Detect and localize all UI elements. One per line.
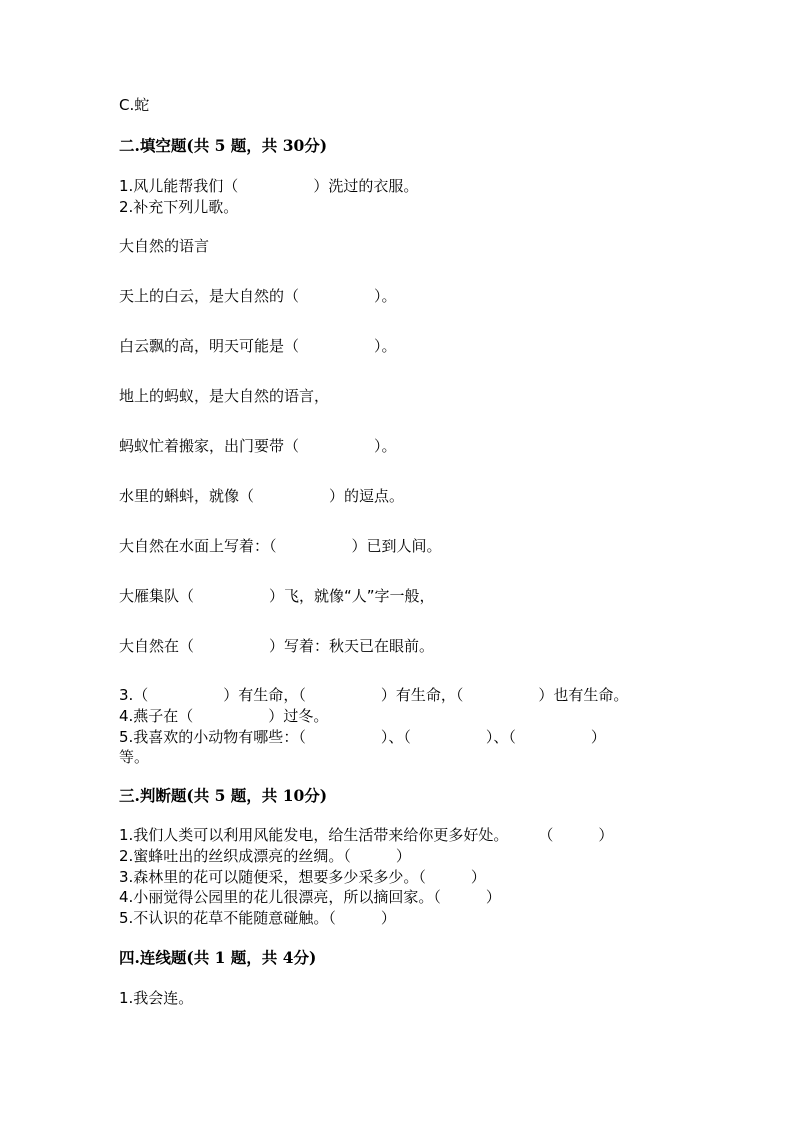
judge-question-1: 1.我们人类可以利用风能发电，给生活带来给你更多好处。 （ ）: [119, 826, 614, 844]
poem-line: 蚂蚁忙着搬家，出门要带（ ）。: [119, 437, 397, 455]
judge-question-2: 2.蜜蜂吐出的丝织成漂亮的丝绸。（ ）: [119, 847, 411, 865]
poem-line: 大自然在（ ）写着：秋天已在眼前。: [119, 637, 435, 655]
poem-line: 地上的蚂蚁，是大自然的语言，: [119, 387, 330, 405]
fill-question-5: 5.我喜欢的小动物有哪些：（ ）、（ ）、（ ）: [119, 728, 606, 746]
poem-title: 大自然的语言: [119, 237, 210, 255]
judge-question-4: 4.小丽觉得公园里的花儿很漂亮，所以摘回家。（ ）: [119, 888, 501, 906]
judge-question-3: 3.森林里的花可以随便采，想要多少采多少。（ ）: [119, 868, 486, 886]
poem-line: 大自然在水面上写着：（ ）已到人间。: [119, 537, 442, 555]
fill-question-5-continued: 等。: [119, 748, 150, 766]
section-3-heading: 三.判断题(共 5 题，共 10分): [119, 786, 328, 805]
fill-question-4: 4.燕子在（ ）过冬。: [119, 707, 329, 725]
poem-line: 水里的蝌蚪，就像（ ）的逗点。: [119, 487, 405, 505]
match-question-1: 1.我会连。: [119, 989, 194, 1007]
fill-question-1: 1.风儿能帮我们（ ）洗过的衣服。: [119, 177, 419, 195]
fill-question-2: 2.补充下列儿歌。: [119, 198, 239, 216]
section-2-heading: 二.填空题(共 5 题，共 30分): [119, 136, 328, 155]
poem-line: 白云飘的高，明天可能是（ ）。: [119, 337, 397, 355]
option-c: C.蛇: [119, 96, 150, 114]
poem-line: 大雁集队（ ）飞，就像“人”字一般，: [119, 587, 435, 605]
poem-line: 天上的白云，是大自然的（ ）。: [119, 287, 397, 305]
section-4-heading: 四.连线题(共 1 题，共 4分): [119, 948, 317, 967]
fill-question-3: 3.（ ）有生命，（ ）有生命，（ ）也有生命。: [119, 686, 629, 704]
judge-question-5: 5.不认识的花草不能随意碰触。（ ）: [119, 909, 396, 927]
